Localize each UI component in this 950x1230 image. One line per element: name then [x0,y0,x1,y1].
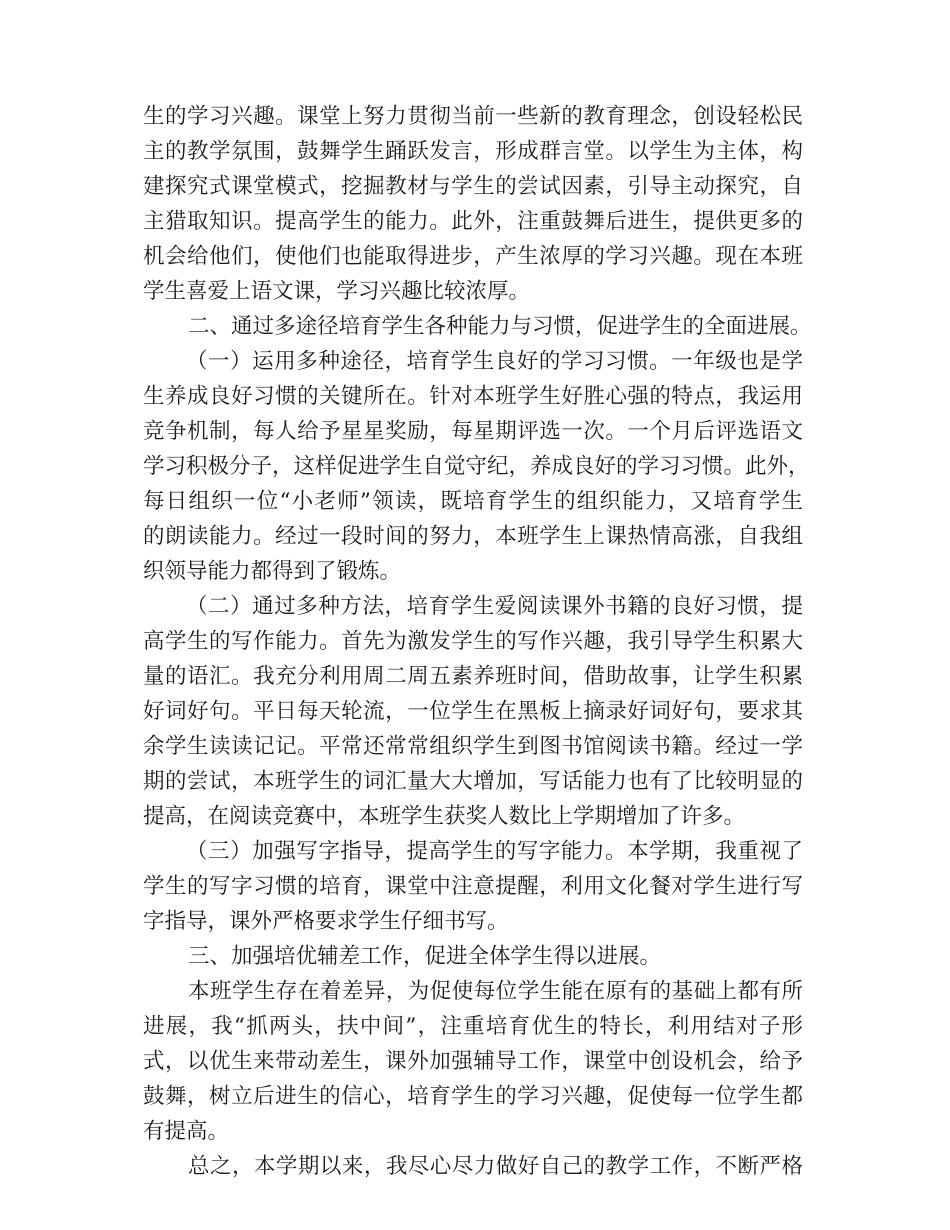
text-line: 生的学习兴趣。课堂上努力贯彻当前一些新的教育理念，创设轻松民 [143,104,803,129]
text-line: 提高，在阅读竞赛中，本班学生获奖人数比上学期增加了许多。 [143,804,746,829]
text-line: 建探究式课堂模式，挖掘教材与学生的尝试因素，引导主动探究，自 [143,174,803,199]
text-line: 量的语汇。我充分利用周二周五素养班时间，借助故事，让学生积累 [143,664,803,689]
text-line: 有提高。 [143,1119,230,1144]
subsection-heading: （三）加强写字指导，提高学生的写字能力。本学期，我重视了 [186,839,803,864]
text-line: 的朗读能力。经过一段时间的努力，本班学生上课热情高涨，自我组 [143,524,803,549]
text-line: 式，以优生来带动差生，课外加强辅导工作，课堂中创设机会，给予 [143,1049,803,1074]
text-line: 学生喜爱上语文课，学习兴趣比较浓厚。 [143,279,531,304]
text-line: 好词好句。平日每天轮流，一位学生在黑板上摘录好词好句，要求其 [143,699,803,724]
section-heading: 三、加强培优辅差工作，促进全体学生得以进展。 [188,944,662,969]
section-heading: 二、通过多途径培育学生各种能力与习惯，促进学生的全面进展。 [188,314,812,339]
text-line: 余学生读读记记。平常还常常组织学生到图书馆阅读书籍。经过一学 [143,734,803,759]
text-line: 字指导，课外严格要求学生仔细书写。 [143,909,509,934]
subsection-heading: （二）通过多种方法，培育学生爱阅读课外书籍的良好习惯，提 [186,594,803,619]
text-line: 每日组织一位“小老师”领读，既培育学生的组织能力，又培育学生 [143,489,803,514]
text-line: 机会给他们，使他们也能取得进步，产生浓厚的学习兴趣。现在本班 [143,244,803,269]
text-line: 学习积极分子，这样促进学生自觉守纪，养成良好的学习习惯。此外， [143,454,810,479]
subsection-heading: （一）运用多种途径，培育学生良好的学习习惯。一年级也是学 [186,349,803,374]
text-line: 织领导能力都得到了锻炼。 [143,559,402,584]
paragraph-start: 总之，本学期以来，我尽心尽力做好自己的教学工作，不断严格 [188,1154,803,1179]
text-line: 主的教学氛围，鼓舞学生踊跃发言，形成群言堂。以学生为主体，构 [143,139,803,164]
text-line: 期的尝试，本班学生的词汇量大大增加，写话能力也有了比较明显的 [143,769,803,794]
text-line: 生养成良好习惯的关键所在。针对本班学生好胜心强的特点，我运用 [143,384,803,409]
text-line: 高学生的写作能力。首先为激发学生的写作兴趣，我引导学生积累大 [143,629,803,654]
text-line: 进展，我“抓两头，扶中间”，注重培育优生的特长，利用结对子形 [143,1014,803,1039]
text-line: 主猎取知识。提高学生的能力。此外，注重鼓舞后进生，提供更多的 [143,209,803,234]
text-line: 学生的写字习惯的培育，课堂中注意提醒，利用文化餐对学生进行写 [143,874,803,899]
text-line: 竞争机制，每人给予星星奖励，每星期评选一次。一个月后评选语文 [143,419,803,444]
paragraph-start: 本班学生存在着差异，为促使每位学生能在原有的基础上都有所 [188,979,803,1004]
text-line: 鼓舞，树立后进生的信心，培育学生的学习兴趣，促使每一位学生都 [143,1084,803,1109]
document-body [143,99,812,1184]
